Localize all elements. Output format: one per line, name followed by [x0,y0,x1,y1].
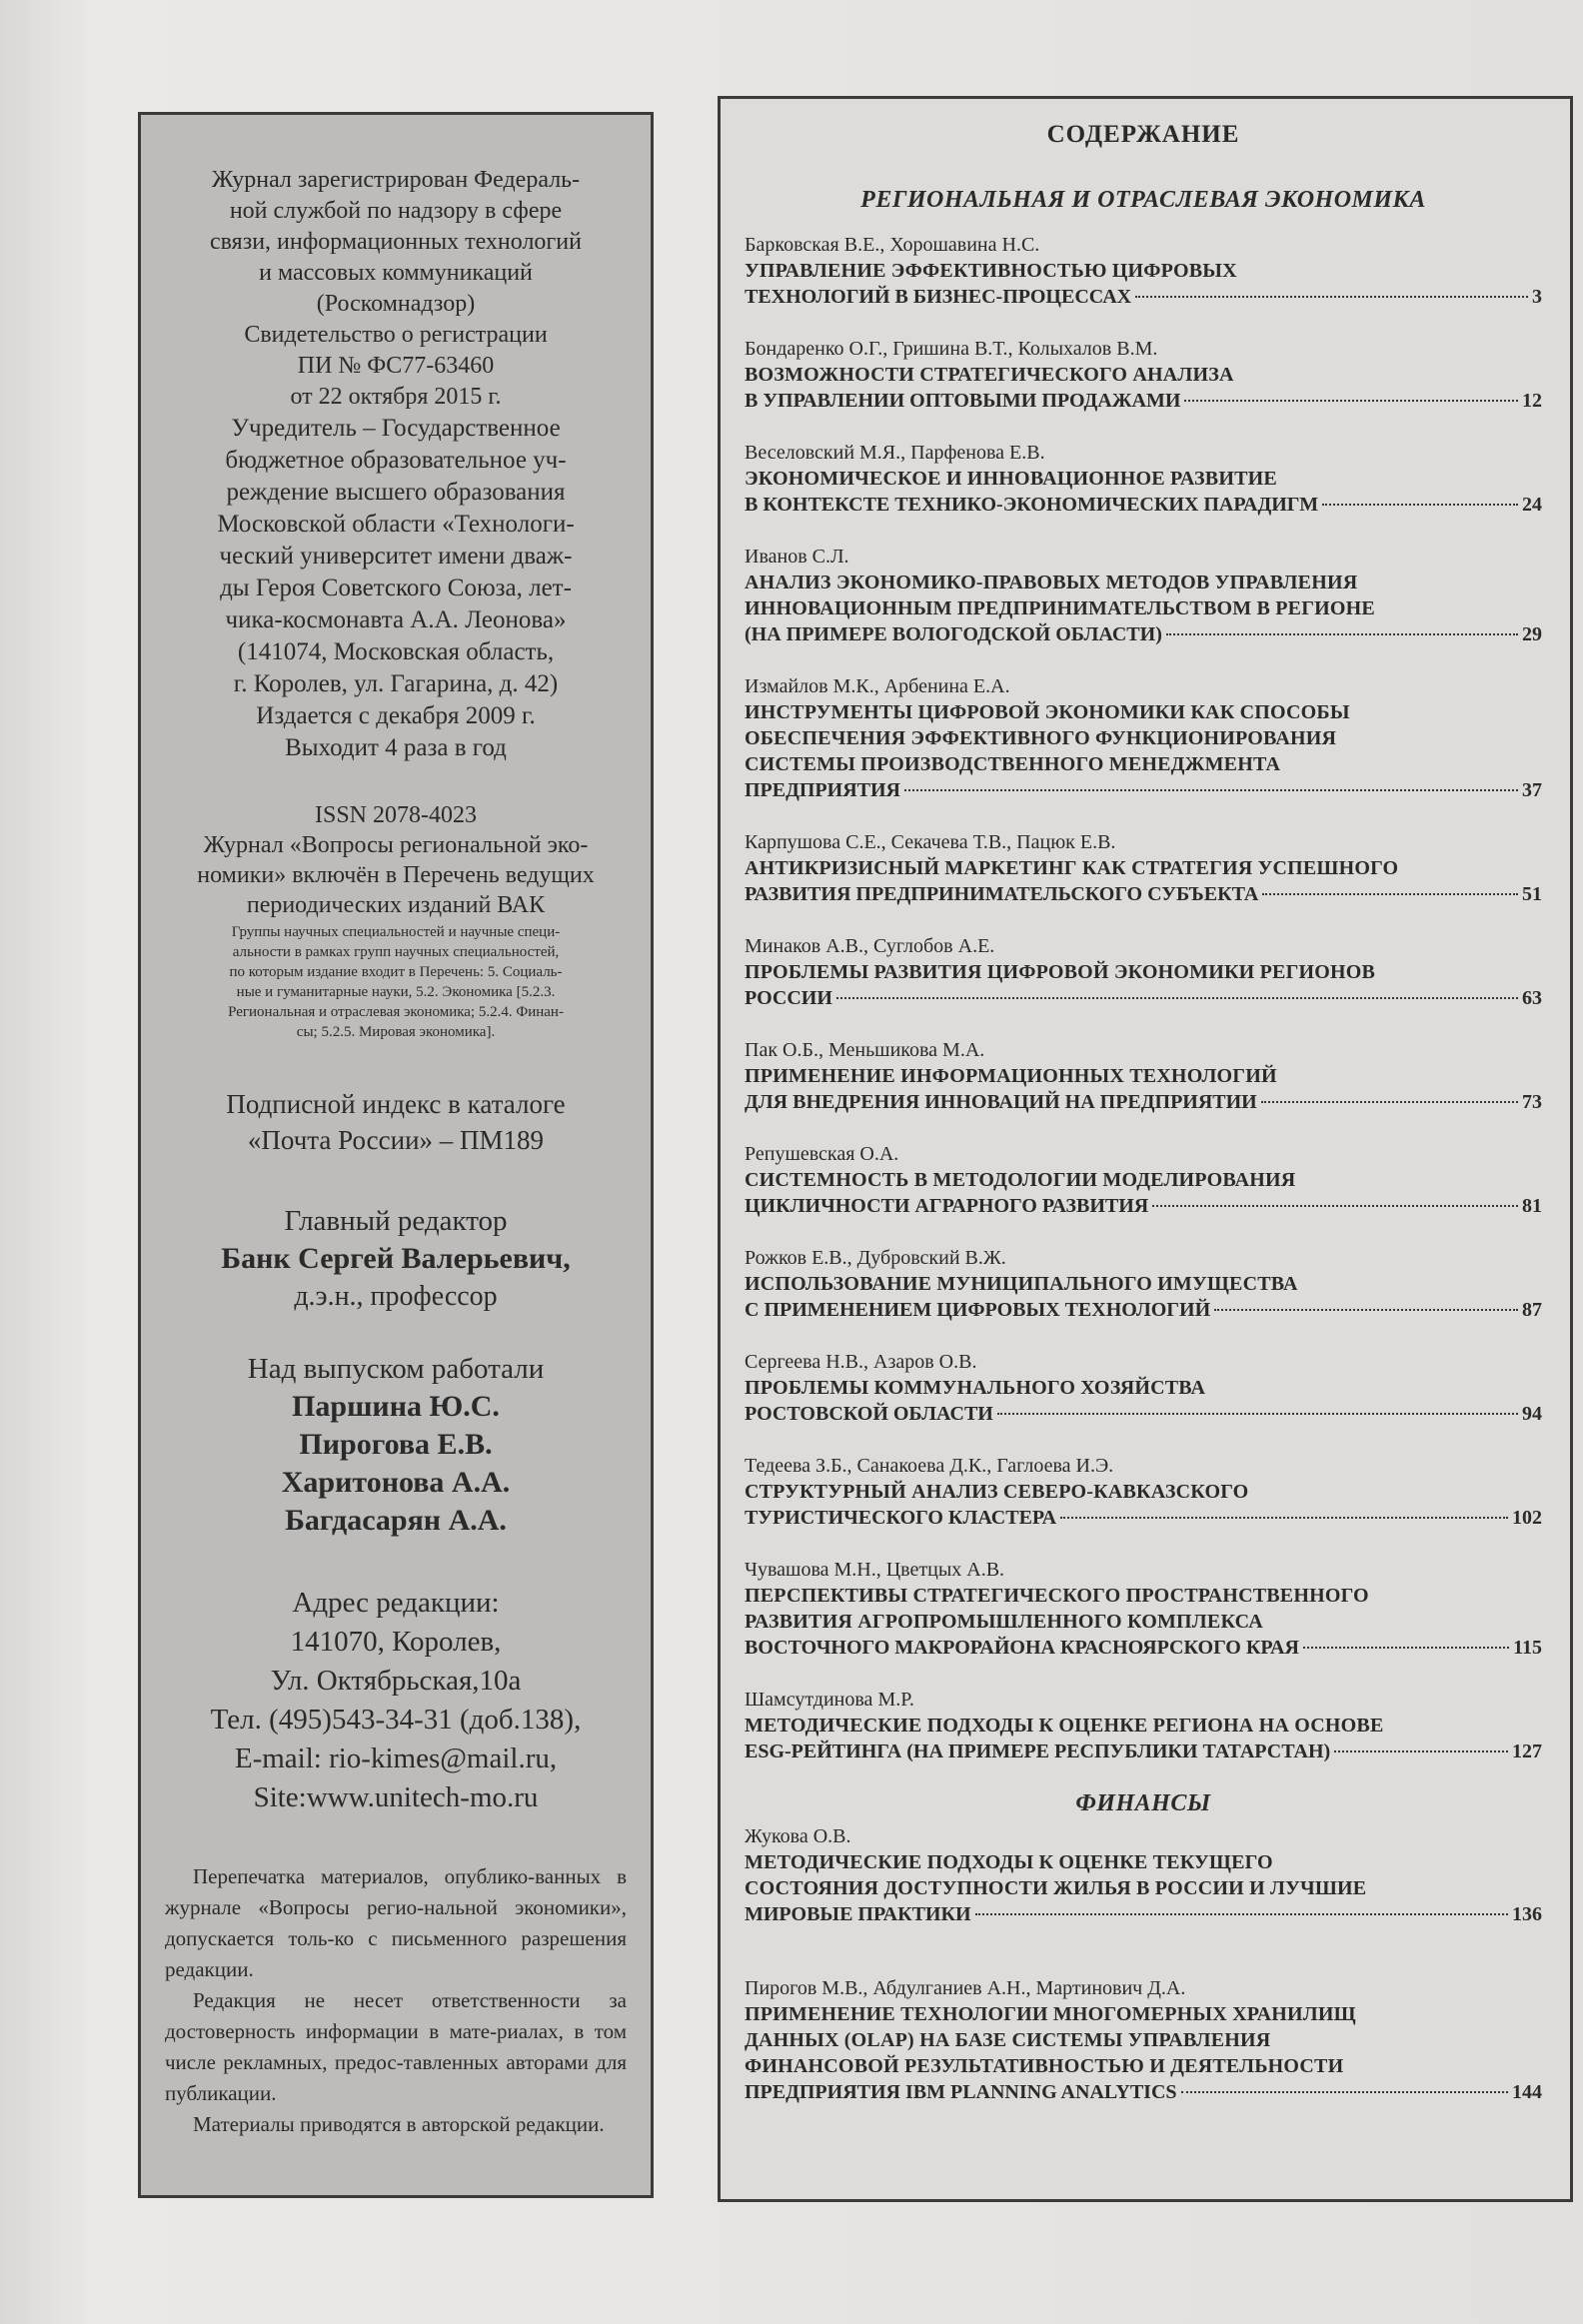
journal-info-panel [138,112,654,2198]
dot-leader [1303,1647,1509,1649]
entry-title-line: ИННОВАЦИОННЫМ ПРЕДПРИНИМАТЕЛЬСТВОМ В РЕГИОНЕ [745,597,1375,619]
page-number: 24 [1522,494,1542,516]
entry-title-line: ПРОБЛЕМЫ РАЗВИТИЯ ЦИФРОВОЙ ЭКОНОМИКИ РЕГИОНОВ [745,961,1376,983]
entry-title-last: ПРЕДПРИЯТИЯ [745,779,900,801]
entry-last-line [745,621,1542,647]
entry-title-line: УПРАВЛЕНИЕ ЭФФЕКТИВНОСТЬЮ ЦИФРОВЫХ [745,260,1237,282]
entry-title-last: РАЗВИТИЯ ПРЕДПРИНИМАТЕЛЬСКОГО СУБЪЕКТА [745,883,1259,905]
entry-authors: Пак О.Б., Меньшикова М.А. [745,1039,985,1061]
entry-title-last: ЦИКЛИЧНОСТИ АГРАРНОГО РАЗВИТИЯ [745,1195,1149,1217]
founder-line: Выходит 4 раза в год [285,734,507,761]
vak-info [165,830,627,920]
reprint-paragraph: Перепечатка материалов, опублико-ванных в журнале «Вопросы регио-нальной экономики», допускается толь-ко с письменного разрешения редакции. [165,1864,627,1981]
toc-entry [745,1687,1542,1764]
toc-entry [745,1453,1542,1531]
founder-line: Издается с декабря 2009 г. [256,702,536,729]
contents-title: СОДЕРЖАНИЕ [1046,121,1240,148]
editor-degree: д.э.н., профессор [294,1281,498,1312]
section-heading: ФИНАНСЫ [1075,1790,1211,1816]
address-title: Адрес редакции: [292,1587,500,1619]
toc-entry [745,544,1542,647]
founder-line: бюджетное образовательное уч- [225,447,567,474]
entry-title-last: ДЛЯ ВНЕДРЕНИЯ ИННОВАЦИЙ НА ПРЕДПРИЯТИИ [745,1091,1257,1113]
dot-leader [1261,1101,1518,1103]
entry-title-line: ФИНАНСОВОЙ РЕЗУЛЬТАТИВНОСТЬЮ И ДЕЯТЕЛЬНОСТИ [745,2055,1344,2077]
registration-line: Журнал зарегистрирован Федераль- [211,167,581,193]
entry-title-last: ПРЕДПРИЯТИЯ IBM PLANNING ANALYTICS [745,2081,1177,2103]
page-number: 37 [1522,779,1542,801]
entry-title-line: СОСТОЯНИЯ ДОСТУПНОСТИ ЖИЛЬЯ В РОССИИ И ЛУЧШИЕ [745,1877,1367,1899]
entry-authors: Карпушова С.Е., Секачева Т.В., Пацюк Е.В. [745,831,1116,853]
subscription-line: «Почта России» – ПМ189 [247,1125,545,1155]
toc-entry [745,1557,1542,1661]
editor-name: Банк Сергей Валерьевич, [221,1242,571,1275]
entry-title-last: В УПРАВЛЕНИИ ОПТОВЫМИ ПРОДАЖАМИ [745,390,1181,412]
entry-last-line [745,777,1542,803]
toc-entry [745,829,1542,907]
vak-note-line: альности в рамках групп научных специальностей, [232,944,560,960]
dot-leader [997,1413,1518,1415]
dot-leader [1181,2091,1508,2093]
entry-last-line [745,1635,1542,1661]
entry-title-line: МЕТОДИЧЕСКИЕ ПОДХОДЫ К ОЦЕНКЕ ТЕКУЩЕГО [745,1851,1273,1873]
address-line: Ул. Октябрьская,10а [270,1665,522,1697]
address-line: Site:www.unitech-mo.ru [253,1781,539,1813]
page-number: 63 [1522,987,1542,1009]
founder-line: ды Героя Советского Союза, лет- [220,575,572,601]
entry-last-line [745,388,1542,414]
entry-title-last: (НА ПРИМЕРЕ ВОЛОГОДСКОЙ ОБЛАСТИ) [745,623,1162,645]
entry-authors: Сергеева Н.В., Азаров О.В. [745,1351,977,1373]
founder-info [165,413,627,764]
page-number: 73 [1522,1091,1542,1113]
table-of-contents [718,96,1573,2202]
vak-line: периодических изданий ВАК [246,892,546,918]
entry-title-line: СИСТЕМНОСТЬ В МЕТОДОЛОГИИ МОДЕЛИРОВАНИЯ [745,1169,1296,1191]
founder-line: реждение высшего образования [226,479,566,506]
dot-leader [1060,1517,1508,1519]
staff-title: Над выпуском работали [247,1353,545,1385]
founder-line: Учредитель – Государственное [231,415,561,442]
founder-line: чика-космонавта А.А. Леонова» [225,606,567,633]
toc-entry [745,1975,1542,2105]
entry-title-line: ОБЕСПЕЧЕНИЯ ЭФФЕКТИВНОГО ФУНКЦИОНИРОВАНИЯ [745,727,1337,749]
entry-title-last: С ПРИМЕНЕНИЕМ ЦИФРОВЫХ ТЕХНОЛОГИЙ [745,1299,1211,1321]
page-number: 144 [1512,2081,1542,2103]
entry-authors: Измайлов М.К., Арбенина Е.А. [745,675,1010,697]
toc-entry [745,1141,1542,1219]
vak-note-line: Группы научных специальностей и научные специ- [231,924,561,940]
entry-title-line: ПРИМЕНЕНИЕ ИНФОРМАЦИОННЫХ ТЕХНОЛОГИЙ [745,1065,1277,1087]
dot-leader [1334,1750,1508,1752]
page-number: 29 [1522,623,1542,645]
entry-authors: Репушевская О.А. [745,1143,899,1165]
subscription-line: Подписной индекс в каталоге [226,1089,566,1119]
registration-line: и массовых коммуникаций [259,260,533,286]
entry-title-last: РОСТОВСКОЙ ОБЛАСТИ [745,1403,993,1425]
entry-last-line [745,2079,1542,2105]
staff-name: Харитонова А.А. [281,1466,511,1499]
registration-line: ной службой по надзору в сфере [229,198,563,224]
page-number: 102 [1512,1507,1542,1529]
dot-leader [1322,504,1518,506]
dot-leader [836,997,1518,999]
entry-title-line: МЕТОДИЧЕСКИЕ ПОДХОДЫ К ОЦЕНКЕ РЕГИОНА НА ОСНОВЕ [745,1715,1384,1737]
toc-entry [745,1245,1542,1323]
reprint-paragraph: Материалы приводятся в авторской редакции. [193,2112,605,2136]
issn: ISSN 2078-4023 [314,802,477,828]
entry-title-last: В КОНТЕКСТЕ ТЕХНИКО-ЭКОНОМИЧЕСКИХ ПАРАДИГМ [745,494,1319,516]
entry-authors: Минаков А.В., Суглобов А.Е. [745,935,995,957]
vak-note-line: Региональная и отраслевая экономика; 5.2.4. Финан- [228,1004,564,1020]
entry-title-last: ТЕХНОЛОГИЙ В БИЗНЕС-ПРОЦЕССАХ [745,286,1132,308]
entry-authors: Шамсутдинова М.Р. [745,1689,914,1711]
page-number: 127 [1512,1741,1542,1762]
page-number: 12 [1522,390,1542,412]
toc-entry [745,336,1542,414]
section-heading: РЕГИОНАЛЬНАЯ И ОТРАСЛЕВАЯ ЭКОНОМИКА [860,187,1426,213]
entry-title-line: ЭКОНОМИЧЕСКОЕ И ИННОВАЦИОННОЕ РАЗВИТИЕ [745,468,1277,490]
entry-title-line: ИНСТРУМЕНТЫ ЦИФРОВОЙ ЭКОНОМИКИ КАК СПОСОБЫ [745,701,1350,723]
founder-line: Московской области «Технологи- [217,511,575,538]
entry-title-line: СТРУКТУРНЫЙ АНАЛИЗ СЕВЕРО-КАВКАЗСКОГО [745,1481,1249,1503]
entry-last-line [745,1901,1542,1927]
page-number: 51 [1522,883,1542,905]
dot-leader [975,1913,1508,1915]
entry-last-line [745,1297,1542,1323]
toc-entry [745,1823,1542,1927]
vak-note-line: ные и гуманитарные науки, 5.2. Экономика [5.2.3. [236,984,556,1000]
founder-line: г. Королев, ул. Гагарина, д. 42) [233,670,559,697]
subscription-index [165,1086,627,1158]
staff-name: Багдасарян А.А. [285,1504,507,1537]
dot-leader [1184,400,1518,402]
dot-leader [1152,1205,1518,1207]
entry-title-line: СИСТЕМЫ ПРОИЗВОДСТВЕННОГО МЕНЕДЖМЕНТА [745,753,1281,775]
reprint-notice [165,1861,627,2140]
entry-last-line [745,985,1542,1011]
entry-last-line [745,1739,1542,1764]
toc-entry [745,933,1542,1011]
entry-last-line [745,1401,1542,1427]
registration-line: связи, информационных технологий [210,229,582,255]
vak-note-line: сы; 5.2.5. Мировая экономика]. [296,1024,496,1040]
address-line: 141070, Королев, [290,1626,502,1658]
page-number: 87 [1522,1299,1542,1321]
registration-line: (Роскомнадзор) [316,291,476,317]
entry-authors: Барковская В.Е., Хорошавина Н.С. [745,234,1040,256]
entry-title-last: РОССИИ [745,987,832,1009]
toc-entry [745,1037,1542,1115]
toc-entry [745,673,1542,803]
entry-title-last: МИРОВЫЕ ПРАКТИКИ [745,1903,971,1925]
entry-title-last: ТУРИСТИЧЕСКОГО КЛАСТЕРА [745,1507,1057,1529]
entry-authors: Бондаренко О.Г., Гришина В.Т., Колыхалов В.М. [745,338,1158,360]
page-number: 3 [1532,286,1542,308]
toc-entry [745,232,1542,310]
entry-title-line: РАЗВИТИЯ АГРОПРОМЫШЛЕННОГО КОМПЛЕКСА [745,1611,1263,1633]
entry-title-line: ПЕРСПЕКТИВЫ СТРАТЕГИЧЕСКОГО ПРОСТРАНСТВЕННОГО [745,1585,1369,1607]
entry-title-line: АНАЛИЗ ЭКОНОМИКО-ПРАВОВЫХ МЕТОДОВ УПРАВЛЕНИЯ [745,572,1358,593]
toc-entry [745,440,1542,518]
entry-authors: Тедеева З.Б., Санакоева Д.К., Гаглоева И.Э. [745,1455,1114,1477]
registration-line: от 22 октября 2015 г. [290,384,502,410]
entry-last-line [745,1505,1542,1531]
vak-line: Журнал «Вопросы региональной эко- [203,832,589,858]
registration-line: ПИ № ФС77-63460 [297,353,495,379]
founder-line: ческий университет имени дваж- [219,543,573,570]
registration-info [179,165,613,413]
address-line: Тел. (495)543-34-31 (доб.138), [210,1704,582,1736]
entry-authors: Чувашова М.Н., Цветцых А.В. [745,1559,1005,1581]
entry-title-last: ESG-РЕЙТИНГА (НА ПРИМЕРЕ РЕСПУБЛИКИ ТАТАРСТАН) [745,1741,1331,1762]
dot-leader [1214,1309,1518,1311]
editor-title: Главный редактор [284,1205,508,1237]
staff-name: Пирогова Е.В. [299,1428,493,1461]
dot-leader [1166,633,1518,635]
registration-line: Свидетельство о регистрации [244,322,548,348]
entry-last-line [745,492,1542,518]
dot-leader [1262,893,1518,895]
address-block [165,1623,627,1817]
page-number: 81 [1522,1195,1542,1217]
entry-last-line [745,881,1542,907]
entry-title-line: АНТИКРИЗИСНЫЙ МАРКЕТИНГ КАК СТРАТЕГИЯ УСПЕШНОГО [745,857,1399,879]
address-line: E-mail: rio-kimes@mail.ru, [234,1743,558,1774]
contents-sections [745,187,1542,2105]
entry-authors: Иванов С.Л. [745,546,849,568]
entry-title-line: ПРОБЛЕМЫ КОММУНАЛЬНОГО ХОЗЯЙСТВА [745,1377,1206,1399]
page-number: 115 [1513,1637,1542,1659]
entry-authors: Веселовский М.Я., Парфенова Е.В. [745,442,1045,464]
entry-title-last: ВОСТОЧНОГО МАКРОРАЙОНА КРАСНОЯРСКОГО КРАЯ [745,1637,1299,1659]
staff-name: Паршина Ю.С. [292,1390,500,1423]
page-number: 94 [1522,1403,1542,1425]
entry-title-line: ДАННЫХ (OLAP) НА БАЗЕ СИСТЕМЫ УПРАВЛЕНИЯ [745,2029,1271,2051]
entry-authors: Рожков Е.В., Дубровский В.Ж. [745,1247,1006,1269]
entry-title-line: ИСПОЛЬЗОВАНИЕ МУНИЦИПАЛЬНОГО ИМУЩЕСТВА [745,1273,1298,1295]
founder-line: (141074, Московская область, [237,638,555,665]
dot-leader [1135,296,1528,298]
entry-authors: Жукова О.В. [745,1825,851,1847]
dot-leader [904,789,1518,791]
entry-title-line: ПРИМЕНЕНИЕ ТЕХНОЛОГИИ МНОГОМЕРНЫХ ХРАНИЛИЩ [745,2003,1356,2025]
entry-last-line [745,1193,1542,1219]
vak-specialties-note [177,922,615,1042]
vak-line: номики» включён в Перечень ведущих [197,862,595,888]
page-number: 136 [1512,1903,1542,1925]
vak-note-line: по которым издание входит в Перечень: 5. Социаль- [229,964,563,980]
toc-entry [745,1349,1542,1427]
reprint-paragraph: Редакция не несет ответственности за достоверность информации в мате-риалах, в том числе рекламных, предос-тавленных авторами для публикации. [165,1988,627,2105]
entry-title-line: ВОЗМОЖНОСТИ СТРАТЕГИЧЕСКОГО АНАЛИЗА [745,364,1234,386]
staff-list [165,1388,627,1540]
entry-last-line [745,1089,1542,1115]
entry-last-line [745,284,1542,310]
entry-authors: Пирогов М.В., Абдулганиев А.Н., Мартинович Д.А. [745,1977,1186,1999]
